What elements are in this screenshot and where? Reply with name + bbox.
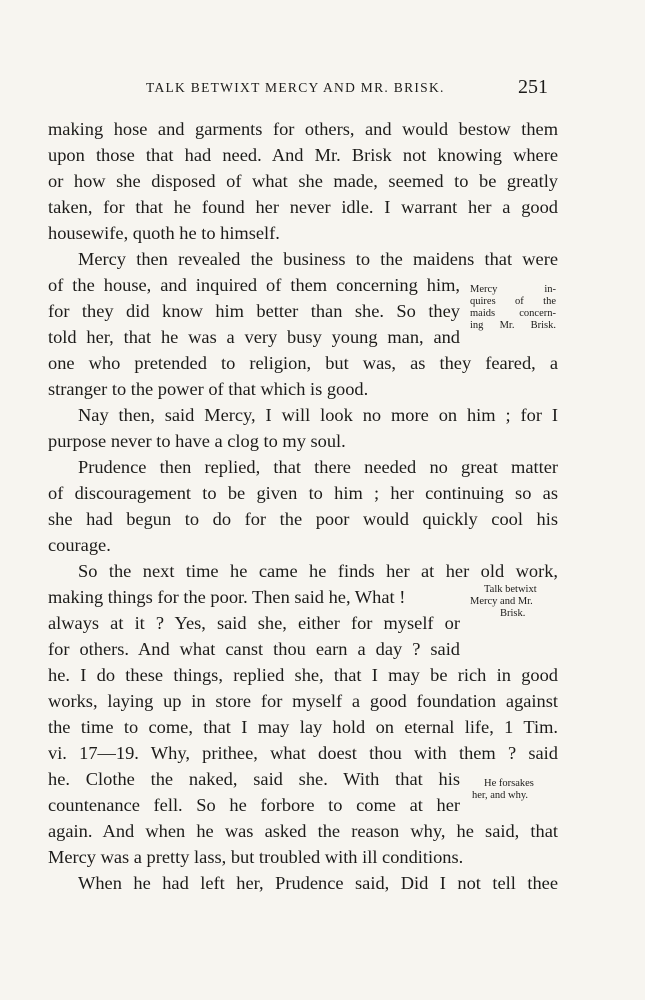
text-line: Prudence then replied, that there needed no great matter	[78, 457, 558, 477]
text-line: making things for the poor. Then said he, What !	[48, 587, 406, 607]
text-line: of discouragement to be given to him ; her continuing so as	[48, 483, 558, 503]
text-line: stranger to the power of that which is good.	[48, 379, 369, 399]
margin-note-line: Mercy and Mr.	[470, 596, 533, 607]
text-line: the time to come, that I may lay hold on eternal life, 1 Tim.	[48, 717, 558, 737]
margin-note-he-forsakes	[472, 778, 534, 802]
text-line: again. And when he was asked the reason why, he said, that	[48, 821, 558, 841]
text-line: told her, that he was a very busy young man, and	[48, 327, 460, 347]
running-head	[0, 76, 645, 102]
text-line: always at it ? Yes, said she, either for myself or	[48, 613, 460, 633]
margin-note-line: Mercy in-	[470, 284, 556, 295]
text-line: making hose and garments for others, and would bestow them	[48, 119, 558, 139]
margin-note-line: ing Mr. Brisk.	[470, 320, 556, 331]
text-line: housewife, quoth he to himself.	[48, 223, 280, 243]
margin-note-talk	[470, 584, 537, 620]
page-number: 251	[518, 76, 548, 98]
text-line: Mercy was a pretty lass, but troubled with ill conditions.	[48, 847, 464, 867]
text-line: for others. And what canst thou earn a day ? said	[48, 639, 460, 659]
margin-note-mercy-inquires	[470, 284, 556, 332]
text-line: upon those that had need. And Mr. Brisk not knowing where	[48, 145, 558, 165]
margin-note-line: Brisk.	[500, 608, 526, 619]
text-line: or how she disposed of what she made, seemed to be greatly	[48, 171, 558, 191]
margin-note-line: quires of the	[470, 296, 556, 307]
text-line: taken, for that he found her never idle. I warrant her a good	[48, 197, 558, 217]
text-line: she had begun to do for the poor would quickly cool his	[48, 509, 558, 529]
text-line: of the house, and inquired of them concerning him,	[48, 275, 460, 295]
text-line: one who pretended to religion, but was, as they feared, a	[48, 353, 558, 373]
text-line: works, laying up in store for myself a good foundation against	[48, 691, 558, 711]
text-line: Nay then, said Mercy, I will look no more on him ; for I	[78, 405, 558, 425]
text-line: for they did know him better than she. So they	[48, 301, 460, 321]
text-line: Mercy then revealed the business to the maidens that were	[78, 249, 558, 269]
margin-note-line: her, and why.	[472, 790, 529, 801]
text-line: courage.	[48, 535, 111, 555]
margin-note-line: Talk betwixt	[484, 584, 537, 595]
text-line: When he had left her, Prudence said, Did I not tell thee	[78, 873, 558, 893]
text-line: vi. 17—19. Why, prithee, what doest thou with them ? said	[48, 743, 558, 763]
text-line: countenance fell. So he forbore to come at her	[48, 795, 460, 815]
text-line: he. Clothe the naked, said she. With that his	[48, 769, 460, 789]
margin-note-line: maids concern-	[470, 308, 556, 319]
text-line: he. I do these things, replied she, that I may be rich in good	[48, 665, 558, 685]
running-title: TALK BETWIXT MERCY AND MR. BRISK.	[146, 80, 445, 95]
margin-note-line: He forsakes	[484, 778, 534, 789]
text-line: So the next time he came he finds her at her old work,	[78, 561, 558, 581]
text-line: purpose never to have a clog to my soul.	[48, 431, 346, 451]
